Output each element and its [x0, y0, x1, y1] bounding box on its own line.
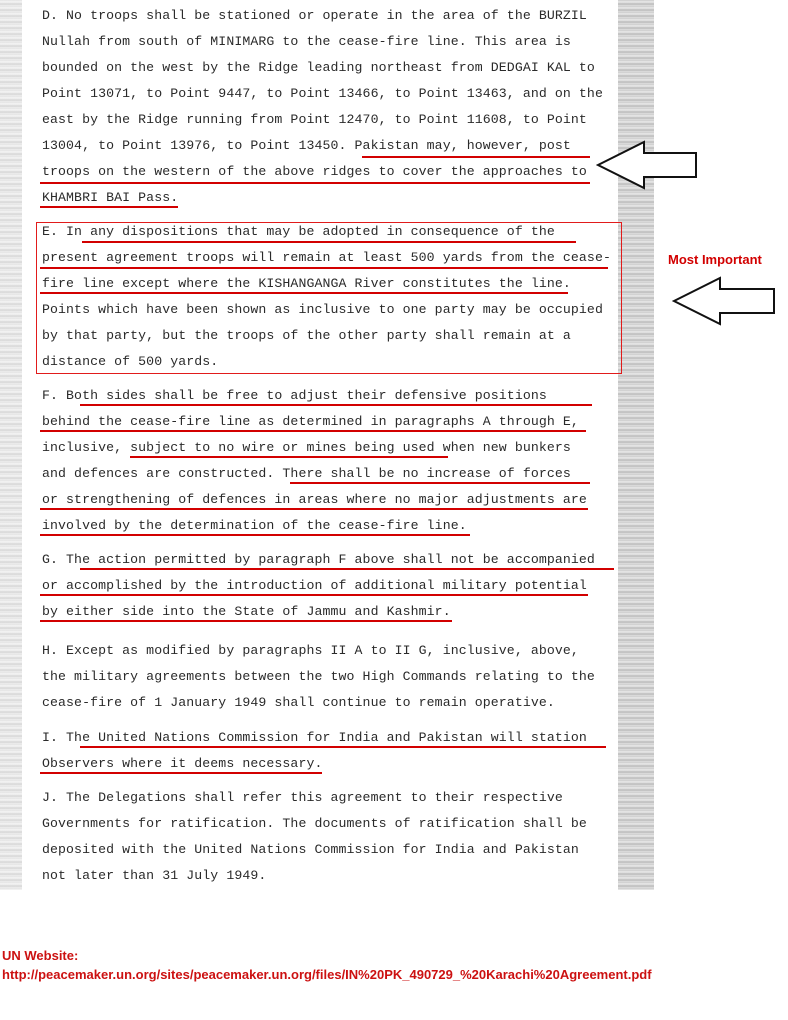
- red-underline: [362, 156, 590, 158]
- text-line: present agreement troops will remain at least 500 yards from the cease-: [42, 250, 611, 265]
- red-underline: [40, 267, 608, 269]
- text-line: cease-fire of 1 January 1949 shall continue to remain operative.: [42, 695, 555, 710]
- text-line: E. In any dispositions that may be adopted in consequence of the: [42, 224, 555, 239]
- red-underline: [40, 292, 568, 294]
- text-line: bounded on the west by the Ridge leading northeast from DEDGAI KAL to: [42, 60, 595, 75]
- text-line: distance of 500 yards.: [42, 354, 219, 369]
- text-line: H. Except as modified by paragraphs II A to II G, inclusive, above,: [42, 643, 579, 658]
- red-underline: [40, 594, 588, 596]
- red-underline: [40, 206, 178, 208]
- red-underline: [130, 456, 448, 458]
- text-line: D. No troops shall be stationed or operate in the area of the BURZIL: [42, 8, 587, 23]
- red-underline: [40, 534, 470, 536]
- text-line: behind the cease-fire line as determined in paragraphs A through E,: [42, 414, 579, 429]
- text-line: and defences are constructed. There shall be no increase of forces: [42, 466, 571, 481]
- text-line: by either side into the State of Jammu and Kashmir.: [42, 604, 451, 619]
- text-line: J. The Delegations shall refer this agreement to their respective: [42, 790, 563, 805]
- text-line: Points which have been shown as inclusive to one party may be occupied: [42, 302, 603, 317]
- scan-edge-right: [618, 0, 654, 890]
- red-underline: [80, 568, 614, 570]
- text-line: the military agreements between the two High Commands relating to the: [42, 669, 595, 684]
- red-underline: [40, 182, 590, 184]
- footer-label: UN Website:: [2, 948, 79, 963]
- left-arrow-icon: [596, 140, 700, 190]
- most-important-note: Most Important: [668, 252, 762, 267]
- text-line: Point 13071, to Point 9447, to Point 13466, to Point 13463, and on the: [42, 86, 603, 101]
- text-line: I. The United Nations Commission for India and Pakistan will station: [42, 730, 587, 745]
- text-line: east by the Ridge running from Point 12470, to Point 11608, to Point: [42, 112, 587, 127]
- footer-url-link[interactable]: http://peacemaker.un.org/sites/peacemaker.un.org/files/IN%20PK_490729_%20Karachi%20Agreement.pdf: [2, 967, 652, 982]
- left-arrow-icon: [672, 276, 778, 326]
- text-line: not later than 31 July 1949.: [42, 868, 267, 883]
- red-underline: [40, 620, 452, 622]
- text-line: Governments for ratification. The documents of ratification shall be: [42, 816, 587, 831]
- red-underline: [80, 746, 606, 748]
- text-line: by that party, but the troops of the other party shall remain at a: [42, 328, 571, 343]
- text-line: KHAMBRI BAI Pass.: [42, 190, 179, 205]
- text-line: or accomplished by the introduction of additional military potential: [42, 578, 587, 593]
- text-line: 13004, to Point 13976, to Point 13450. Pakistan may, however, post: [42, 138, 571, 153]
- red-underline: [290, 482, 590, 484]
- text-line: F. Both sides shall be free to adjust their defensive positions: [42, 388, 547, 403]
- highlight-box: [36, 222, 622, 374]
- red-underline: [40, 772, 322, 774]
- red-underline: [40, 430, 586, 432]
- red-underline: [40, 508, 588, 510]
- text-line: troops on the western of the above ridges to cover the approaches to: [42, 164, 587, 179]
- text-line: or strengthening of defences in areas where no major adjustments are: [42, 492, 587, 507]
- text-line: involved by the determination of the cease-fire line.: [42, 518, 467, 533]
- text-line: inclusive, subject to no wire or mines being used when new bunkers: [42, 440, 571, 455]
- text-line: G. The action permitted by paragraph F above shall not be accompanied: [42, 552, 595, 567]
- scan-edge-left: [0, 0, 22, 890]
- red-underline: [82, 241, 576, 243]
- red-underline: [80, 404, 592, 406]
- text-line: Nullah from south of MINIMARG to the cease-fire line. This area is: [42, 34, 571, 49]
- text-line: Observers where it deems necessary.: [42, 756, 323, 771]
- text-line: fire line except where the KISHANGANGA River constitutes the line.: [42, 276, 571, 291]
- text-line: deposited with the United Nations Commission for India and Pakistan: [42, 842, 579, 857]
